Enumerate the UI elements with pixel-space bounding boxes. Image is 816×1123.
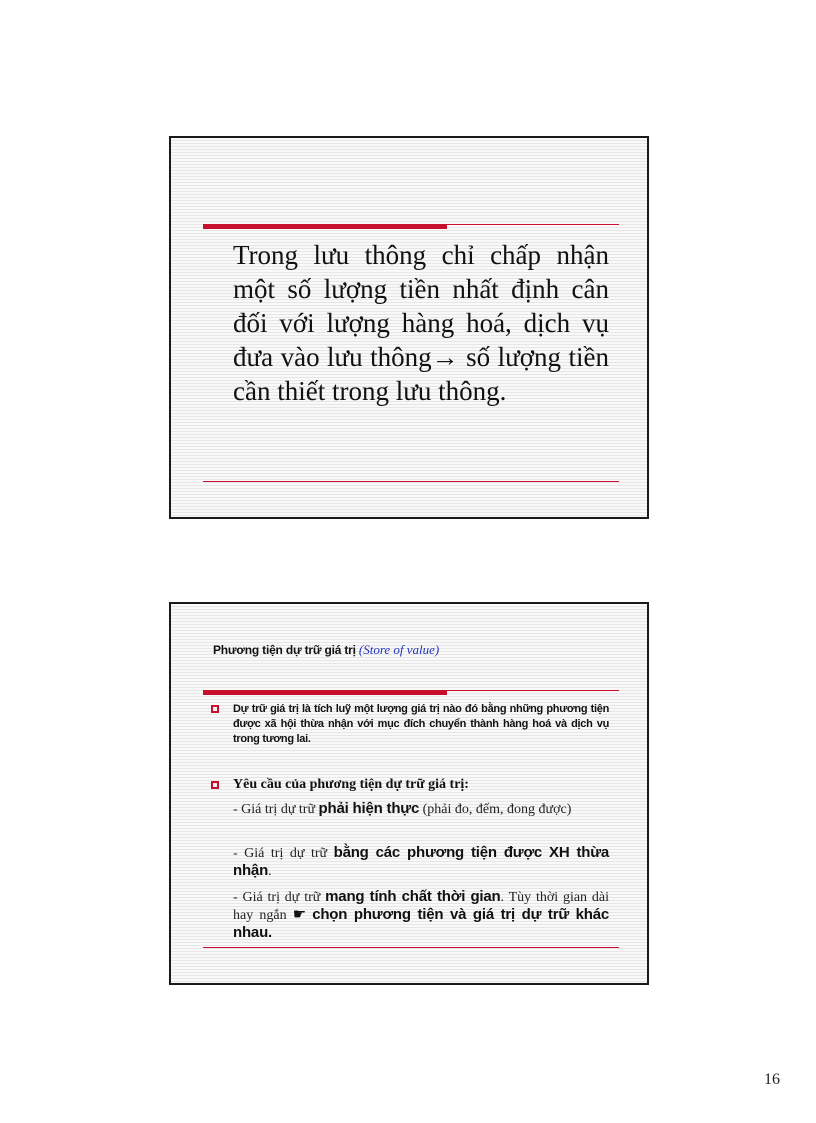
requirement-line-3 — [233, 888, 609, 942]
slide-1-text: Trong lưu thông chỉ chấp nhận một số lượng tiền nhất định cân đối với lượng hàng hoá, dịch vụ đưa vào lưu thông→ số lượng tiền cần thiết trong lưu thông. — [233, 240, 609, 406]
page-number: 16 — [764, 1071, 780, 1088]
line-3-prefix: - Giá trị dự trữ — [233, 890, 321, 905]
slide-2 — [169, 602, 649, 985]
requirement-line-2 — [233, 844, 609, 880]
bullet-square-icon — [211, 705, 219, 713]
line-1-suffix: (phải đo, đếm, đong được) — [422, 802, 572, 817]
line-1-prefix: - Giá trị dự trữ — [233, 802, 316, 817]
slide-2-title-en: (Store of value) — [358, 642, 440, 657]
line-1-emphasis: phải hiện thực — [318, 800, 420, 817]
slide-2-bottom-rule — [203, 947, 619, 948]
line-3-emphasis-2: chọn phương tiện và giá trị dự trữ khác nhau. — [233, 906, 610, 941]
pointing-hand-icon: ☛ — [292, 906, 307, 923]
line-2-emphasis: bằng các phương tiện được XH thừa nhận — [233, 844, 610, 879]
slide-1 — [169, 136, 649, 519]
line-3-middle: . Tùy thời gian dài hay ngắn — [233, 890, 609, 923]
requirement-line-1 — [233, 800, 609, 818]
slide-2-title-vi: Phương tiện dự trữ giá trị — [213, 643, 356, 657]
slide-1-top-rule — [203, 224, 619, 225]
slide-1-bottom-rule — [203, 481, 619, 482]
line-3-emphasis: mang tính chất thời gian — [325, 888, 501, 905]
slide-1-body — [233, 238, 609, 408]
line-2-prefix: - Giá trị dự trữ — [233, 846, 328, 861]
line-2-suffix: . — [268, 864, 272, 879]
slide-2-bullet-1: Dự trữ giá trị là tích luỹ một lượng giá trị nào đó bằng những phương tiện được xã hội thừa nhận với mục đích chuyển thành hàng hoá và dịch vụ trong tương lai. — [233, 703, 609, 745]
slide-2-bullet-2-heading: Yêu cầu của phương tiện dự trữ giá trị: — [233, 777, 469, 792]
slide-2-top-rule — [203, 690, 619, 691]
slide-2-title — [213, 642, 439, 658]
bullet-square-icon — [211, 781, 219, 789]
